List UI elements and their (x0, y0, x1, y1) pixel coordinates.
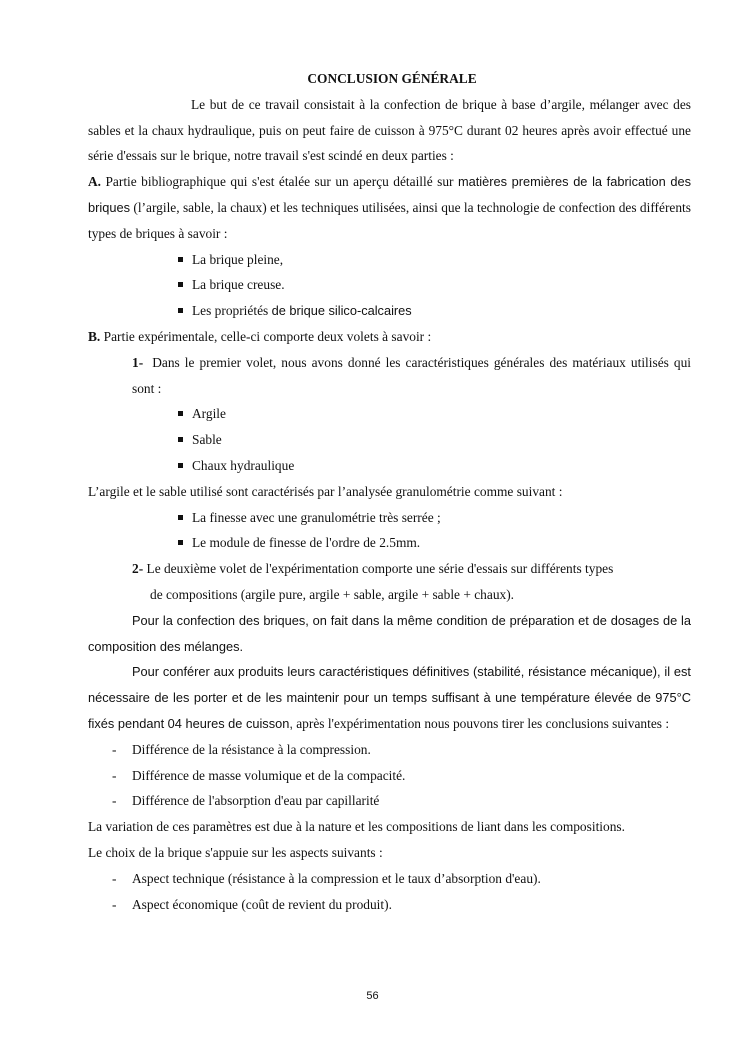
list-item: Chaux hydraulique (178, 453, 691, 479)
volet1-text: Dans le premier volet, nous avons donné les caractéristiques générales des matériaux utilisés qui sont : (132, 354, 691, 396)
list-item: La finesse avec une granulométrie très serrée ; (178, 505, 691, 531)
part-a-text-before: Partie bibliographique qui s'est étalée sur un aperçu détaillé sur (105, 174, 458, 190)
choix-paragraph: Le choix de la brique s'appuie sur les aspects suivants : (88, 844, 383, 860)
list-item: La brique creuse. (178, 272, 691, 298)
variation-paragraph: La variation de ces paramètres est due à la nature et les compositions de liant dans les compositions. (88, 819, 625, 835)
list-item: Sable (178, 427, 691, 453)
part-a-label: A. (88, 174, 102, 190)
conferer-serif: après l'expérimentation nous pouvons tirer les conclusions suivantes : (292, 715, 670, 731)
list-item: - Différence de l'absorption d'eau par capillarité (112, 788, 691, 814)
item3-sans: de brique silico-calcaires (271, 303, 412, 319)
part-a-text-after: (l’argile, sable, la chaux) et les techniques utilisées, ainsi que la technologie de confection des différents types de briques à savoir : (88, 199, 691, 241)
granulometry-list (88, 505, 691, 557)
confection-paragraph: Pour la confection des briques, on fait dans la même condition de préparation et de dosages de la composition des mélanges. (88, 612, 691, 654)
materials-list (88, 401, 691, 478)
list-item: - Différence de la résistance à la compression. (112, 737, 691, 763)
brick-types-list (88, 247, 691, 324)
list-item: - Aspect économique (coût de revient du produit). (112, 892, 691, 918)
list-item: La brique pleine, (178, 247, 691, 273)
list-item: - Différence de masse volumique et de la compacité. (112, 763, 691, 789)
list-item: Le module de finesse de l'ordre de 2.5mm. (178, 530, 691, 556)
part-b-text: Partie expérimentale, celle-ci comporte deux volets à savoir : (103, 328, 432, 344)
list-item: - Aspect technique (résistance à la compression et le taux d’absorption d'eau). (112, 866, 691, 892)
part-b-label: B. (88, 328, 101, 344)
volet2-paragraph (88, 556, 691, 608)
part-a-paragraph (88, 169, 691, 246)
part-a-text-sans: matières premières de la fabrication des briques (88, 174, 691, 215)
page-number: 56 (366, 990, 379, 1002)
volet2-line1: Le deuxième volet de l'expérimentation comporte une série d'essais sur différents types (146, 561, 614, 577)
list-item (178, 298, 691, 324)
part-b-paragraph (88, 324, 691, 350)
list-item: Argile (178, 401, 691, 427)
page-title: CONCLUSION GÉNÉRALE (307, 71, 477, 86)
volet2-label: 2- (132, 561, 144, 577)
volet1-label: 1- (132, 354, 144, 370)
aspects-list (88, 866, 691, 918)
conferer-paragraph (88, 659, 691, 736)
intro-paragraph: Le but de ce travail consistait à la confection de brique à base d’argile, mélanger avec des sables et la chaux hydraulique, puis on peut faire de cuisson à 975°C durant 02 heures après avoir effectué une série d'essais sur le brique, notre travail s'est scindé en deux parties : (88, 96, 691, 164)
document-page (88, 66, 691, 917)
volet1-paragraph (88, 350, 691, 402)
item3-prefix: Les propriétés (192, 303, 272, 319)
conclusions-list (88, 737, 691, 814)
volet2-line2: de compositions (argile pure, argile + sable, argile + sable + chaux). (150, 586, 515, 602)
conferer-sans: Pour conférer aux produits leurs caractéristiques définitives (stabilité, résistance mécanique), il est nécessaire de les porter et de les maintenir pour un temps suffisant à une température élevée de 975°C fixés pendant 04 heures de cuisson, (88, 664, 691, 731)
characterization-paragraph: L’argile et le sable utilisé sont caractérisés par l’analysée granulométrie comme suivant : (88, 483, 563, 499)
